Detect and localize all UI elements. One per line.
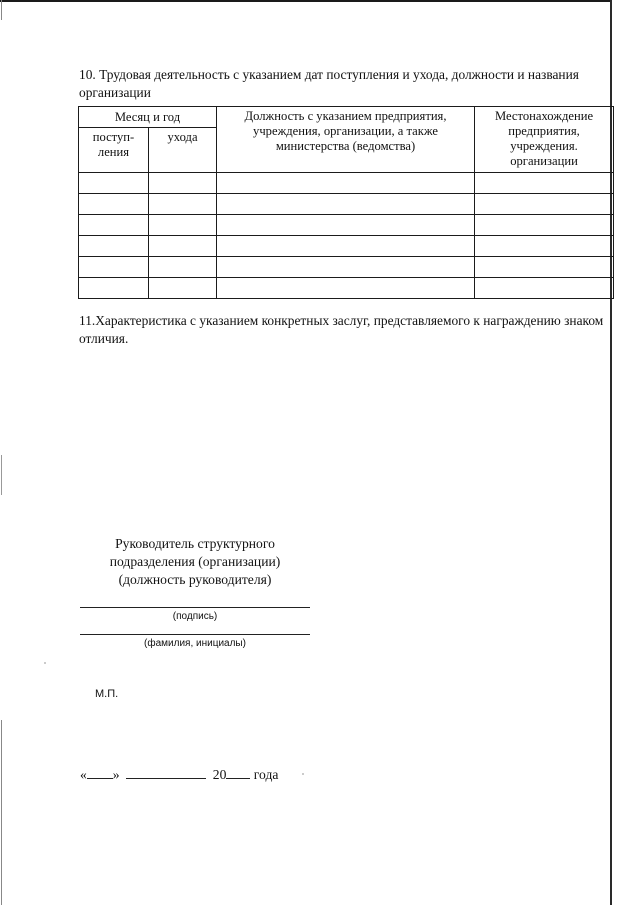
table-cell[interactable] xyxy=(475,173,614,194)
table-row xyxy=(79,194,614,215)
table-cell[interactable] xyxy=(475,236,614,257)
table-cell[interactable] xyxy=(475,215,614,236)
table-cell[interactable] xyxy=(217,236,475,257)
table-cell[interactable] xyxy=(217,173,475,194)
signature-line[interactable] xyxy=(80,607,310,608)
header-month-year: Месяц и год xyxy=(79,107,217,128)
table-cell[interactable] xyxy=(79,173,149,194)
table-cell[interactable] xyxy=(79,215,149,236)
table-cell[interactable] xyxy=(217,257,475,278)
date-close-quote: » xyxy=(112,767,120,782)
year-blank[interactable] xyxy=(226,764,250,779)
date-line xyxy=(80,764,278,783)
header-end: ухода xyxy=(149,128,217,173)
stamp-place-label: М.П. xyxy=(95,688,119,700)
section-10-heading: 10. Трудовая деятельность с указанием дат поступления и ухода, должности и названия организации xyxy=(79,67,579,100)
table-row xyxy=(79,278,614,299)
table-cell[interactable] xyxy=(149,257,217,278)
table-cell[interactable] xyxy=(149,215,217,236)
scan-speck xyxy=(302,773,304,775)
header-start xyxy=(79,128,149,173)
name-caption: (фамилия, инициалы) xyxy=(144,638,246,649)
header-location xyxy=(475,107,614,173)
head-title-block xyxy=(100,535,290,589)
table-cell[interactable] xyxy=(217,278,475,299)
table-cell[interactable] xyxy=(79,194,149,215)
table-cell[interactable] xyxy=(149,173,217,194)
date-open-quote: « xyxy=(80,767,87,782)
employment-table xyxy=(78,106,614,299)
table-cell[interactable] xyxy=(475,278,614,299)
table-cell[interactable] xyxy=(217,194,475,215)
scan-speck xyxy=(44,662,46,664)
table-cell[interactable] xyxy=(217,215,475,236)
table-row xyxy=(79,173,614,194)
year-prefix: 20 xyxy=(212,767,227,782)
scan-edge-mark xyxy=(1,455,2,495)
table-row xyxy=(79,215,614,236)
table-row xyxy=(79,257,614,278)
head-line-3: (должность руководителя) xyxy=(118,572,272,587)
table-cell[interactable] xyxy=(79,278,149,299)
table-cell[interactable] xyxy=(475,194,614,215)
table-row xyxy=(79,236,614,257)
header-location-text: Местонахождение предприятия, учреждения. организации xyxy=(494,109,594,168)
table-cell[interactable] xyxy=(149,236,217,257)
scan-edge-mark xyxy=(1,720,2,905)
year-word: года xyxy=(253,767,279,782)
name-line[interactable] xyxy=(80,634,310,635)
header-position xyxy=(217,107,475,173)
month-blank[interactable] xyxy=(126,764,206,779)
section-11-heading: 11.Характеристика с указанием конкретных заслуг, представляемого к награждению знаком отличия. xyxy=(79,313,604,346)
scan-edge-mark xyxy=(1,0,2,20)
table-cell[interactable] xyxy=(149,278,217,299)
table-cell[interactable] xyxy=(149,194,217,215)
head-line-1: Руководитель структурного xyxy=(115,536,275,551)
head-line-2: подразделения (организации) xyxy=(109,554,281,569)
header-position-text: Должность с указанием предприятия, учреждения, организации, а также министерства (ведомства) xyxy=(244,109,447,153)
signature-caption: (подпись) xyxy=(172,611,218,622)
table-cell[interactable] xyxy=(79,257,149,278)
page-border-top xyxy=(0,0,611,2)
header-start-text: поступ-ления xyxy=(92,130,135,159)
table-cell[interactable] xyxy=(79,236,149,257)
day-blank[interactable] xyxy=(87,764,113,779)
table-cell[interactable] xyxy=(475,257,614,278)
